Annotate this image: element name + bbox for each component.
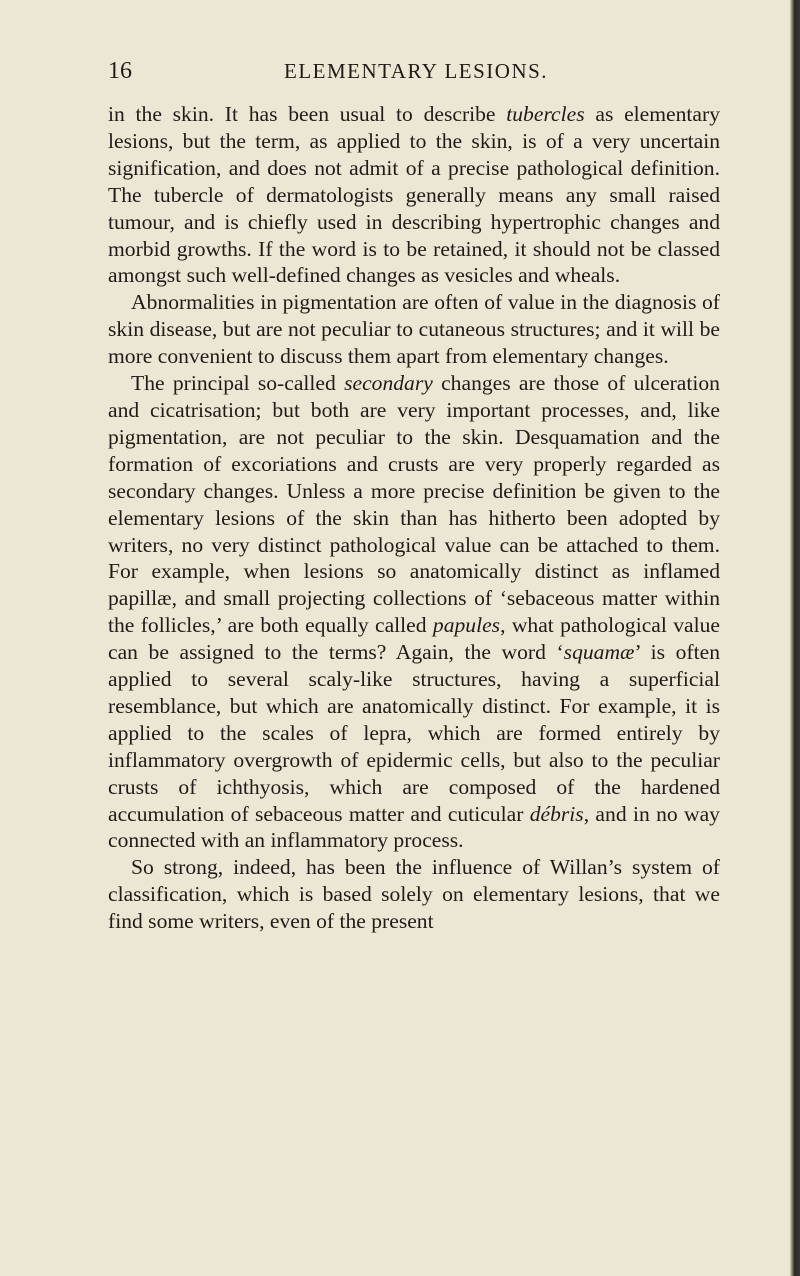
body-text — [108, 101, 720, 935]
italic-term: débris — [529, 801, 584, 826]
italic-term: squamæ — [563, 640, 635, 665]
paragraph: So strong, indeed, has been the influence of Willan’s system of classification, which is based solely on elementary lesions, that we find some writers, even of the present — [108, 855, 720, 934]
paragraph: The principal so-called secondary changes are those of ulceration and cicatrisation; but both are very important processes, and, like pigmentation, are not peculiar to the skin. Desquamation and the formation of excoriations and crusts are very properly regarded as secondary changes. Unless a more precise definition be given to the elementary lesions of the skin than has hitherto been adopted by writers, no very distinct pathological value can be attached to them. For example, when lesions so anatomically distinct as inflamed papillæ, and small projecting collections of ‘sebaceous matter within the follicles,’ are both equally called papules, what pathological value can be assigned to the terms? Again, the word ‘squamæ’ is often applied to several scaly-like structures, having a superficial resemblance, but which are anatomically distinct. For example, it is applied to the scales of lepra, which are formed entirely by inflammatory overgrowth of epidermic cells, but also to the peculiar crusts of ichthyosis, which are composed of the hardened accumulation of sebaceous matter and cuticular débris, and in no way connected with an inflammatory process. — [108, 371, 721, 853]
italic-term: tubercles — [506, 102, 585, 126]
paragraph: in the skin. It has been usual to describe tubercles as elementary lesions, but the term, as applied to the skin, is of a very uncertain signification, and does not admit of a precise pathological definition. The tubercle of dermatologists generally means any small raised tumour, and is chiefly used in describing hypertrophic changes and morbid growths. If the word is to be retained, it should not be classed amongst such well-defined changes as vesicles and wheals. — [108, 102, 721, 288]
page-number: 16 — [108, 58, 132, 84]
page-edge — [790, 0, 800, 1276]
italic-term: papules — [432, 613, 501, 638]
paragraph: Abnormalities in pigmentation are often of value in the diagnosis of skin disease, but are not peculiar to cutaneous structures; and it will be more convenient to discuss them apart from elementary changes. — [108, 290, 720, 369]
italic-term: secondary — [344, 371, 433, 396]
running-title: ELEMENTARY LESIONS. — [284, 59, 549, 83]
running-head — [108, 58, 708, 88]
